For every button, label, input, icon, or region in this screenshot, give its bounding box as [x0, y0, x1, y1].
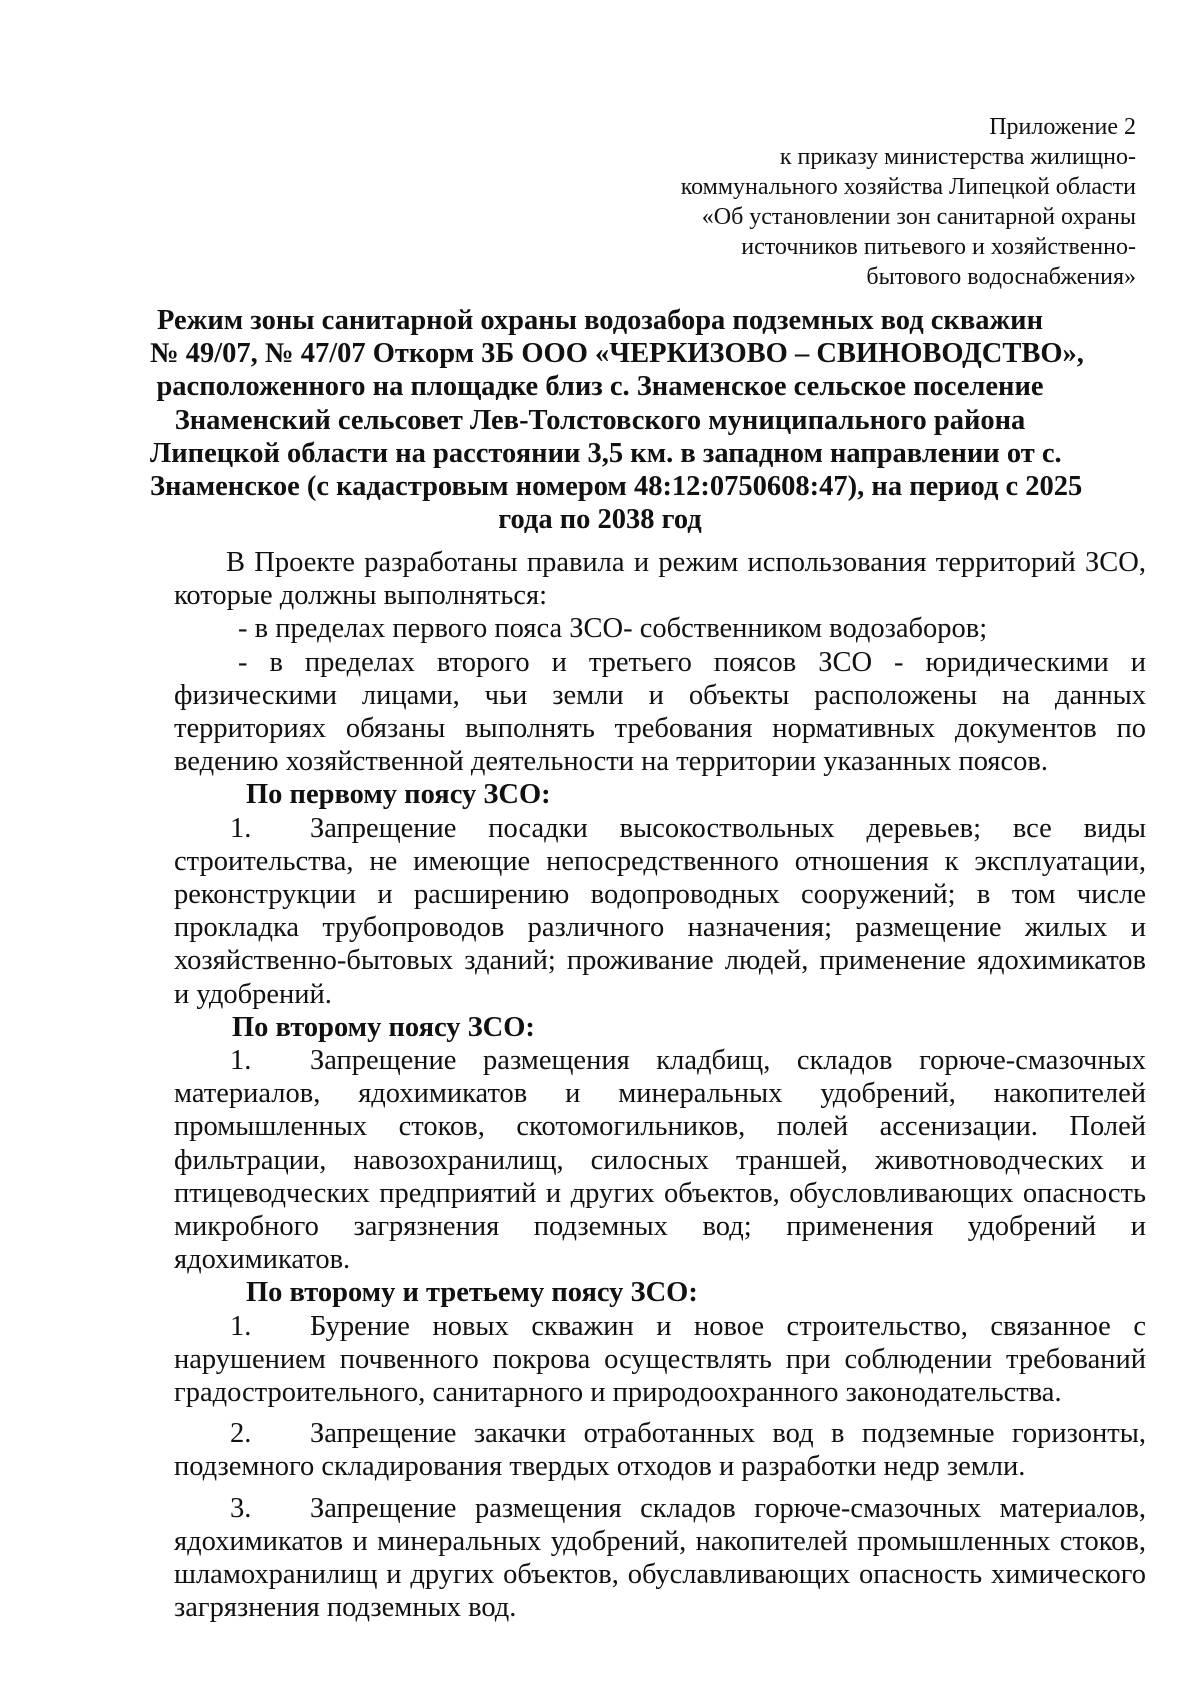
appendix-header [576, 112, 1136, 292]
spacer [174, 1409, 1146, 1417]
appendix-line: бытового водоснабжения» [866, 264, 1136, 290]
list-item-number: 1. [230, 1310, 252, 1342]
appendix-line: источников питьевого и хозяйственно- [741, 234, 1136, 260]
list-item [174, 1310, 1146, 1410]
list-item-number: 3. [230, 1492, 252, 1524]
list-item-number: 1. [230, 812, 252, 844]
list-item [174, 1492, 1146, 1625]
intro-dash-item: - в пределах первого пояса ЗСО- собственником водозаборов; [238, 613, 988, 645]
document-title [150, 304, 1084, 536]
appendix-line: «Об установлении зон санитарной охраны [701, 204, 1136, 230]
list-item-text: Запрещение размещения складов горюче-смазочных материалов, ядохимикатов и минеральных удобрений, накопителей промышленных стоков, шламохранилищ и других объектов, обуславливающих опасность химического загрязнения подземных вод. [174, 1492, 1146, 1624]
section-heading-second-third-belt: По второму и третьему поясу ЗСО: [246, 1277, 698, 1309]
list-item-text: Запрещение размещения кладбищ, складов горюче-смазочных материалов, ядохимикатов и минеральных удобрений, накопителей промышленных стоков, скотомогильников, полей ассенизации. Полей фильтрации, навозохранилищ, силосных траншей, животноводческих и птицеводческих предприятий и других объектов, обусловливающих опасность микробного загрязнения подземных вод; применения удобрений и ядохимикатов. [174, 1045, 1146, 1276]
intro-paragraph: В Проекте разработаны правила и режим использования территорий ЗСО, которые должны выполняться: [174, 547, 1146, 612]
list-item-text: Запрещение закачки отработанных вод в подземные горизонты, подземного складирования твердых отходов и разработки недр земли. [174, 1418, 1146, 1483]
title-line: Режим зоны санитарной охраны водозабора подземных вод скважин [157, 305, 1043, 336]
list-item-text: Запрещение посадки высокоствольных деревьев; все виды строительства, не имеющие непосредственного отношения к эксплуатации, реконструкции и расширению водопроводных сооружений; в том числе прокладка трубопроводов различного назначения; размещение жилых и хозяйственно-бытовых зданий; проживание людей, применение ядохимикатов и удобрений. [174, 812, 1146, 1010]
list-item-text: Бурение новых скважин и новое строительство, связанное с нарушением почвенного покрова осуществлять при соблюдении требований градостроительного, санитарного и природоохранного законодательства. [174, 1310, 1146, 1409]
appendix-line: к приказу министерства жилищно- [779, 144, 1136, 170]
list-item [174, 1044, 1146, 1276]
section-heading-second-belt: По второму поясу ЗСО: [232, 1011, 535, 1043]
appendix-line: Приложение 2 [989, 114, 1136, 140]
appendix-line: коммунального хозяйства Липецкой области [680, 174, 1136, 200]
list-item [174, 1417, 1146, 1483]
title-line: Липецкой области на расстоянии 3,5 км. в западном направлении от с. [150, 437, 1062, 469]
spacer [174, 1484, 1146, 1492]
list-item [174, 812, 1146, 1011]
section-heading-first-belt: По первому поясу ЗСО: [246, 779, 551, 811]
title-line: года по 2038 год [498, 504, 702, 536]
intro-dash-item: - в пределах второго и третьего поясов ЗСО - юридическими и физическими лицами, чьи земли и объекты расположены на данных территориях обязаны выполнять требования нормативных документов по ведению хозяйственной деятельности на территории указанных поясов. [174, 646, 1146, 778]
title-line: расположенного на площадке близ с. Знаменское сельское поселение [156, 371, 1044, 403]
title-line: Знаменское (с кадастровым номером 48:12:0750608:47), на период с 2025 [150, 471, 1083, 503]
document-body [174, 546, 1146, 1625]
list-item-number: 1. [230, 1045, 252, 1077]
title-line: № 49/07, № 47/07 Откорм 3Б ООО «ЧЕРКИЗОВО – СВИНОВОДСТВО», [150, 338, 1084, 370]
list-item-number: 2. [230, 1418, 252, 1450]
title-line: Знаменский сельсовет Лев-Толстовского муниципального района [174, 404, 1026, 436]
